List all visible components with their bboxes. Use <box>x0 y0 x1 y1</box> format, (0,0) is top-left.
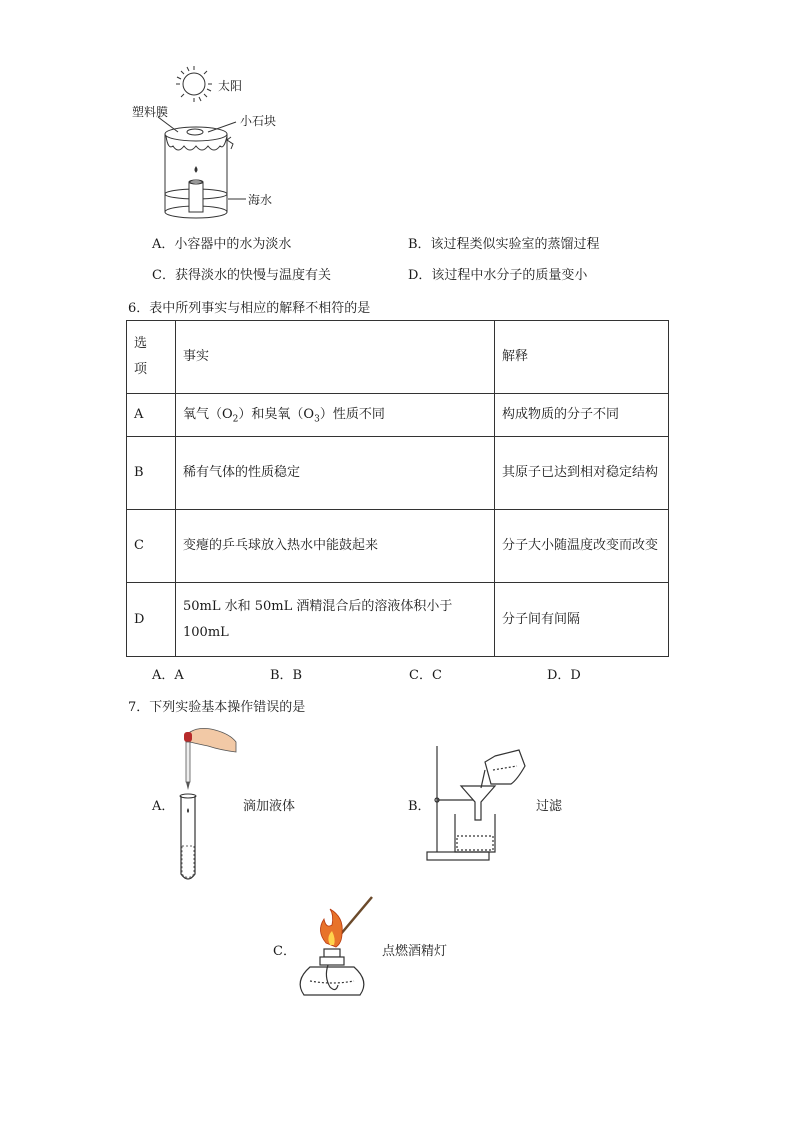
table-row <box>127 394 669 437</box>
row-explain: 分子间有间隔 <box>495 583 669 657</box>
header-fact: 事实 <box>176 321 495 394</box>
q7-option-c-letter: C． <box>273 944 296 959</box>
header-option: 选 项 <box>127 321 176 394</box>
row-fact: 氧气$(O_2)$和臭氧$(O_3)$性质不同 <box>176 394 495 437</box>
row-explain: 构成物质的分子不同 <box>495 394 669 437</box>
q7-option-c-caption: 点燃酒精灯 <box>382 944 448 959</box>
film-label: 塑料膜 <box>132 105 169 119</box>
q7-option-b-caption: 过滤 <box>536 799 563 814</box>
seawater-label: 海水 <box>248 193 273 207</box>
q7-stem: 7．下列实验基本操作错误的是 <box>128 700 306 715</box>
dropper-testtube-diagram <box>170 724 240 884</box>
sun-label: 太阳 <box>218 79 243 93</box>
q5-option-a: A．小容器中的水为淡水 <box>152 237 292 252</box>
table-header-row <box>127 321 669 394</box>
q5-option-c: C．获得淡水的快慢与温度有关 <box>152 268 331 283</box>
q6-answer-b: B．B <box>270 668 303 683</box>
table-row <box>127 583 669 657</box>
q7-option-b-letter: B． <box>408 799 431 814</box>
alcohol-lamp-diagram <box>290 893 380 1003</box>
q7-option-a-letter: A． <box>152 799 175 814</box>
facts-table <box>126 320 669 657</box>
q6-stem: 6．表中所列事实与相应的解释不相符的是 <box>128 301 371 316</box>
table-row <box>127 510 669 583</box>
sun-icon <box>176 66 212 102</box>
stone-label: 小石块 <box>240 114 277 128</box>
row-fact: 变瘪的乒乓球放入热水中能鼓起来 <box>176 510 495 583</box>
row-fact: 稀有气体的性质稳定 <box>176 437 495 510</box>
row-option: D <box>127 583 176 657</box>
row-explain: 其原子已达到相对稳定结构 <box>495 437 669 510</box>
row-option: B <box>127 437 176 510</box>
q7-option-a-caption: 滴加液体 <box>243 799 296 814</box>
q6-answer-c: C．C <box>409 668 442 683</box>
row-fact: 50mL 水和 50mL 酒精混合后的溶液体积小于100mL <box>176 583 495 657</box>
table-row <box>127 437 669 510</box>
header-explain: 解释 <box>495 321 669 394</box>
q6-answer-d: D．D <box>547 668 581 683</box>
q6-answer-a: A．A <box>152 668 184 683</box>
q5-option-d: D．该过程中水分子的质量变小 <box>408 268 588 283</box>
solar-still-diagram <box>128 62 288 222</box>
filtration-apparatus-diagram <box>425 740 535 865</box>
row-explain: 分子大小随温度改变而改变 <box>495 510 669 583</box>
row-option: A <box>127 394 176 437</box>
row-option: C <box>127 510 176 583</box>
q5-option-b: B．该过程类似实验室的蒸馏过程 <box>408 237 600 252</box>
jar-icon <box>158 117 246 218</box>
